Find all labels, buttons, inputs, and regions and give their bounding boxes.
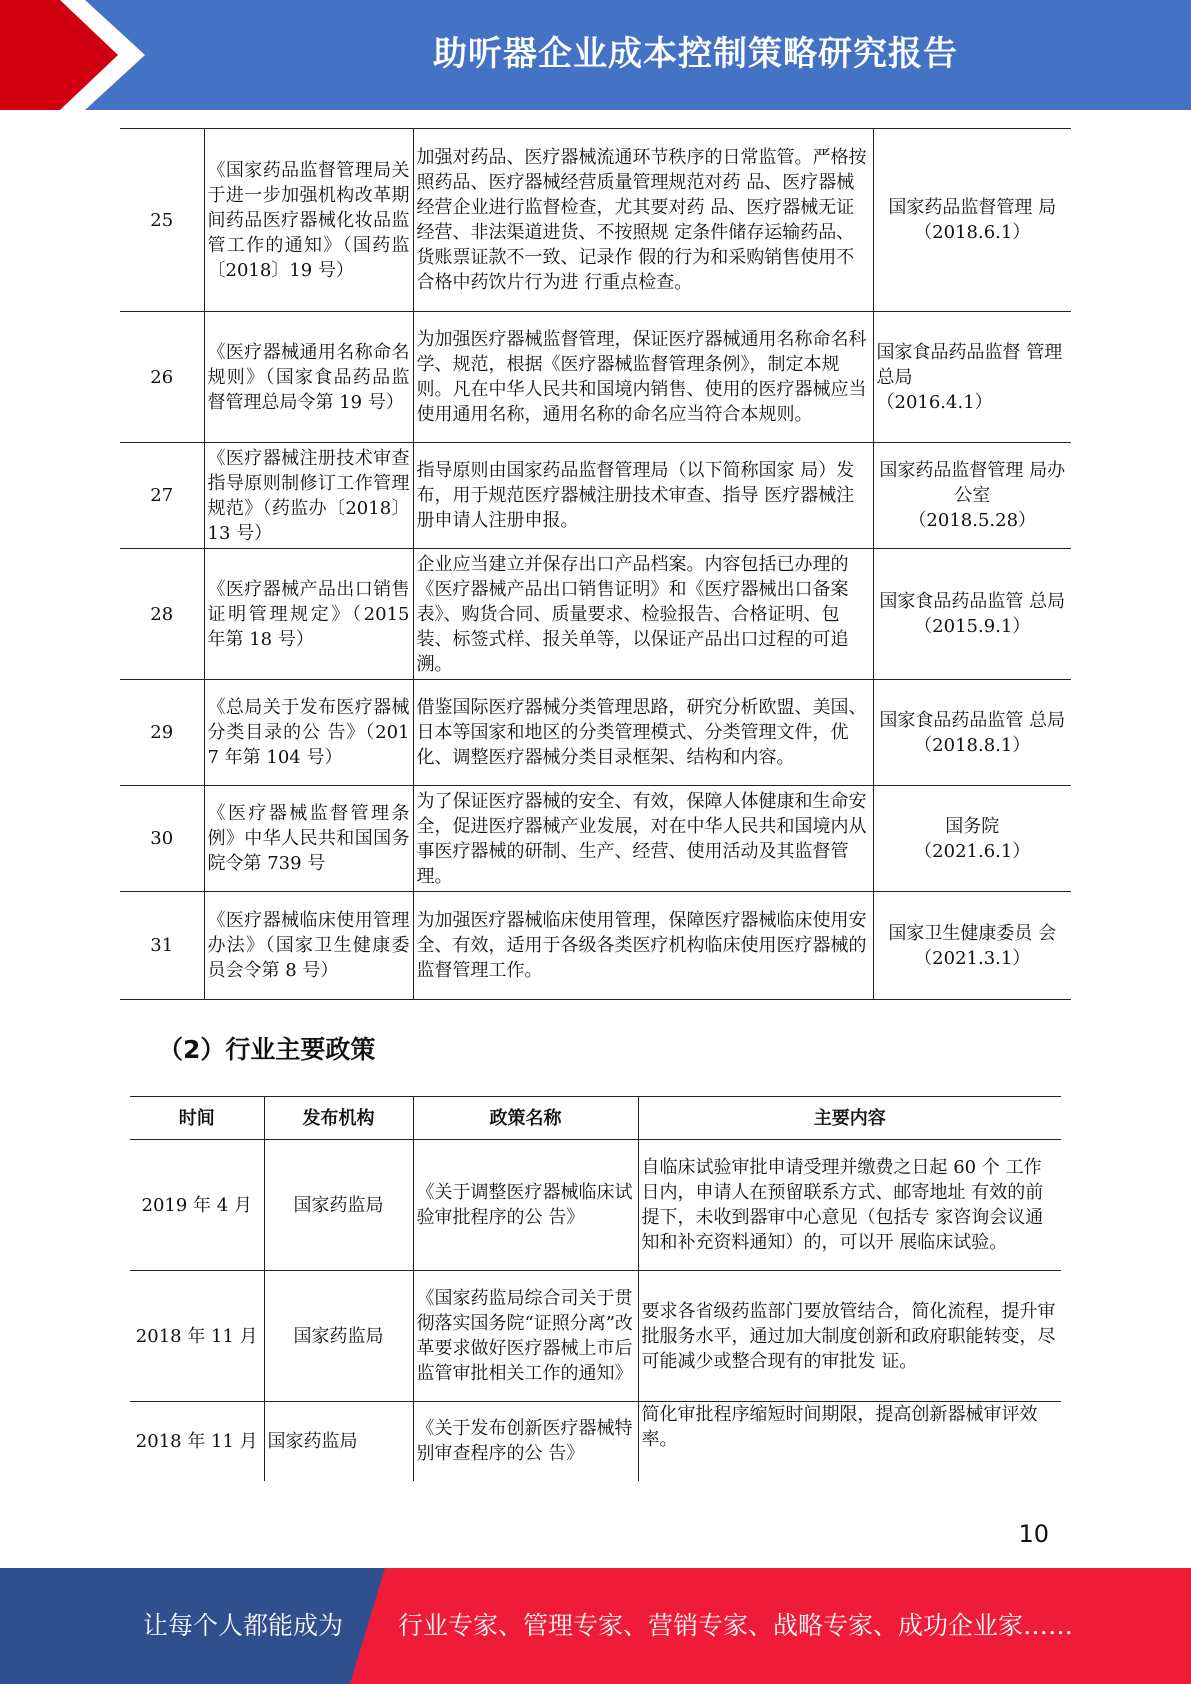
page-footer xyxy=(0,1568,1191,1684)
issuer-name: 国家卫生健康委员 会 xyxy=(888,922,1057,944)
issue-date: （2021.3.1） xyxy=(914,947,1031,969)
regulation-name: 《医疗器械通用名称命名规则》（国家食品药品监督管理总局令第 19 号） xyxy=(204,312,413,443)
regulations-table xyxy=(120,128,1071,1000)
regulation-issuer xyxy=(873,549,1071,680)
table-row xyxy=(120,312,1071,443)
header-chevron-icon xyxy=(0,0,160,110)
regulation-name: 《医疗器械监督管理条例》中华人民共和国国务院令第 739 号 xyxy=(204,786,413,892)
table-row xyxy=(120,549,1071,680)
issue-date: （2018.5.28） xyxy=(908,510,1037,531)
row-number: 30 xyxy=(120,786,204,892)
row-number: 26 xyxy=(120,312,204,443)
row-number: 27 xyxy=(120,443,204,549)
policy-content: 简化审批程序缩短时间期限，提高创新器械审评效率。 xyxy=(638,1402,1061,1481)
issuer-name: 国家食品药品监管 总局 xyxy=(879,591,1066,612)
regulation-issuer xyxy=(873,786,1071,892)
table-row xyxy=(120,786,1071,892)
regulation-issuer xyxy=(873,443,1071,549)
table-row xyxy=(120,129,1071,312)
table-header-row xyxy=(130,1097,1061,1140)
table-row xyxy=(120,443,1071,549)
table-row xyxy=(120,892,1071,1000)
regulation-content: 指导原则由国家药品监督管理局（以下简称国家 局）发布，用于规范医疗器械注册技术审查、指导 医疗器械注册申请人注册申报。 xyxy=(413,443,873,549)
policy-time: 2018 年 11 月 xyxy=(130,1271,264,1402)
policy-content: 自临床试验审批申请受理并缴费之日起 60 个 工作日内，申请人在预留联系方式、邮寄地址 有效的前提下，未收到器审中心意见（包括专 家咨询会议通知和补充资料通知）的，可以开 展临床试验。 xyxy=(638,1140,1061,1271)
table-row xyxy=(130,1140,1061,1271)
issue-date: （2021.6.1） xyxy=(914,840,1031,862)
regulation-name: 《总局关于发布医疗器械分类目录的公 告》（2017 年第 104 号） xyxy=(204,680,413,786)
issue-date: （2016.4.1） xyxy=(876,391,993,413)
regulation-name: 《国家药品监督管理局关于进一步加强机构改革期间药品医疗器械化妆品监管工作的通知》（国药监〔2018〕19 号） xyxy=(204,129,413,312)
regulation-content: 为了保证医疗器械的安全、有效，保障人体健康和生命安全，促进医疗器械产业发展，对在中华人民共和国境内从事医疗器械的研制、生产、经营、使用活动及其监督管理。 xyxy=(413,786,873,892)
policy-time: 2019 年 4 月 xyxy=(130,1140,264,1271)
row-number: 31 xyxy=(120,892,204,1000)
policy-time: 2018 年 11 月 xyxy=(130,1402,264,1481)
column-header-content: 主要内容 xyxy=(638,1097,1061,1140)
policies-table xyxy=(130,1096,1061,1481)
regulation-content: 借鉴国际医疗器械分类管理思路，研究分析欧盟、美国、日本等国家和地区的分类管理模式、分类管理文件，优化、调整医疗器械分类目录框架、结构和内容。 xyxy=(413,680,873,786)
policy-org: 国家药监局 xyxy=(264,1402,413,1481)
row-number: 25 xyxy=(120,129,204,312)
table-row xyxy=(120,680,1071,786)
table-row xyxy=(130,1271,1061,1402)
footer-slogan-right: 行业专家、管理专家、营销专家、战略专家、成功企业家…… xyxy=(398,1611,1074,1640)
regulation-content: 加强对药品、医疗器械流通环节秩序的日常监管。严格按照药品、医疗器械经营质量管理规范对药 品、医疗器械经营企业进行监督检查，尤其要对药 品、医疗器械无证经营、非法渠道进货、不按照规 定条件储存运输药品、货账票证款不一致、记录作 假的行为和采购销售使用不合格中药饮片行为进 行重点检查。 xyxy=(413,129,873,312)
regulation-issuer xyxy=(873,892,1071,1000)
policy-name: 《国家药监局综合司关于贯彻落实国务院“证照分离”改革要求做好医疗器械上市后监管审批相关工作的通知》 xyxy=(413,1271,638,1402)
page-header xyxy=(0,0,1191,110)
column-header-name: 政策名称 xyxy=(413,1097,638,1140)
regulation-content: 为加强医疗器械临床使用管理，保障医疗器械临床使用安全、有效，适用于各级各类医疗机构临床使用医疗器械的监督管理工作。 xyxy=(413,892,873,1000)
issuer-name: 国家药品监督管理 局办公室 xyxy=(879,460,1066,506)
issuer-name: 国家药品监督管理 局 xyxy=(888,197,1057,218)
policy-org: 国家药监局 xyxy=(264,1140,413,1271)
regulation-content: 为加强医疗器械监督管理，保证医疗器械通用名称命名科学、规范，根据《医疗器械监督管理条例》，制定本规则。凡在中华人民共和国境内销售、使用的医疗器械应当使用通用名称，通用名称的命名应当符合本规则。 xyxy=(413,312,873,443)
row-number: 28 xyxy=(120,549,204,680)
issue-date: （2018.8.1） xyxy=(914,734,1031,756)
issuer-name: 国务院 xyxy=(945,815,1000,837)
column-header-time: 时间 xyxy=(130,1097,264,1140)
issuer-name: 国家食品药品监督 管理总局 xyxy=(876,341,1063,388)
column-header-org: 发布机构 xyxy=(264,1097,413,1140)
page-title: 助听器企业成本控制策略研究报告 xyxy=(433,34,958,74)
regulation-issuer xyxy=(873,129,1071,312)
regulation-name: 《医疗器械注册技术审查指导原则制修订工作管理规范》（药监办〔2018〕13 号） xyxy=(204,443,413,549)
section-title: （2）行业主要政策 xyxy=(158,1035,376,1064)
footer-slogan-left: 让每个人都能成为 xyxy=(143,1611,344,1640)
policy-content: 要求各省级药监部门要放管结合，简化流程，提升审批服务水平，通过加大制度创新和政府职能转变，尽可能减少或整合现有的审批发 证。 xyxy=(638,1271,1061,1402)
issue-date: （2015.9.1） xyxy=(914,616,1031,637)
issue-date: （2018.6.1） xyxy=(914,222,1031,243)
regulation-issuer xyxy=(873,680,1071,786)
policy-name: 《关于发布创新医疗器械特别审查程序的公 告》 xyxy=(413,1402,638,1481)
regulation-name: 《医疗器械临床使用管理办法》（国家卫生健康委员会令第 8 号） xyxy=(204,892,413,1000)
issuer-name: 国家食品药品监管 总局 xyxy=(879,709,1066,731)
policy-name: 《关于调整医疗器械临床试验审批程序的公 告》 xyxy=(413,1140,638,1271)
table-row xyxy=(130,1402,1061,1481)
page-number: 10 xyxy=(1018,1520,1049,1548)
regulation-issuer xyxy=(873,312,1071,443)
policy-org: 国家药监局 xyxy=(264,1271,413,1402)
row-number: 29 xyxy=(120,680,204,786)
regulation-name: 《医疗器械产品出口销售证明管理规定》（2015 年第 18 号） xyxy=(204,549,413,680)
regulation-content: 企业应当建立并保存出口产品档案。内容包括已办理的《医疗器械产品出口销售证明》和《医疗器械出口备案表》、购货合同、质量要求、检验报告、合格证明、包装、标签式样、报关单等，以保证产品出口过程的可追溯。 xyxy=(413,549,873,680)
